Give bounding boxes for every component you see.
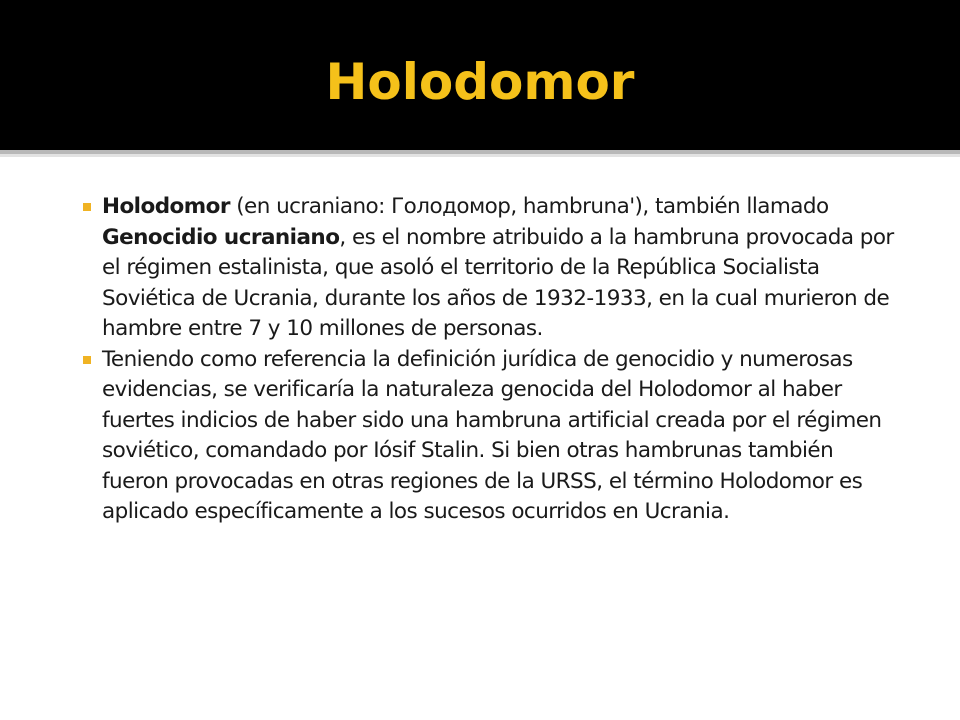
bold-term: Genocidio ucraniano	[102, 224, 340, 250]
bold-term: Holodomor	[102, 194, 230, 219]
bullet-item-genocide-evidence	[84, 345, 904, 528]
paragraph-text: Teniendo como referencia la definición jurídica de genocidio y numerosas evidencias, se verificaría la naturaleza genocida del Holodomor al haber fuertes indicios de haber sido una hambruna artificial creada por el régimen soviético, comandado por Iósif Stalin. Si bien otras hambrunas también fueron provocadas en otras regiones de la URSS, el término Holodomor es aplicado específicamente a los sucesos ocurridos en Ucrania.	[102, 346, 882, 524]
square-bullet-icon	[83, 356, 91, 364]
title-divider-highlight	[0, 154, 960, 157]
paragraph-text: (en ucraniano: Голодомор, hambruna'), también llamado	[229, 194, 829, 219]
bullet-item-holodomor-definition	[84, 192, 904, 345]
paragraph-text: , es el nombre atribuido a la hambruna provocada por el régimen estalinista, que asoló el territorio de la República Socialista Soviética de Ucrania, durante los años de 1932-1933, en la cual murieron de hambre entre 7 y 10 millones de personas.	[102, 224, 894, 341]
bullet-list	[84, 192, 904, 528]
square-bullet-icon	[83, 203, 91, 211]
slide-title: Holodomor	[325, 53, 635, 111]
bullet-paragraph	[102, 194, 894, 341]
